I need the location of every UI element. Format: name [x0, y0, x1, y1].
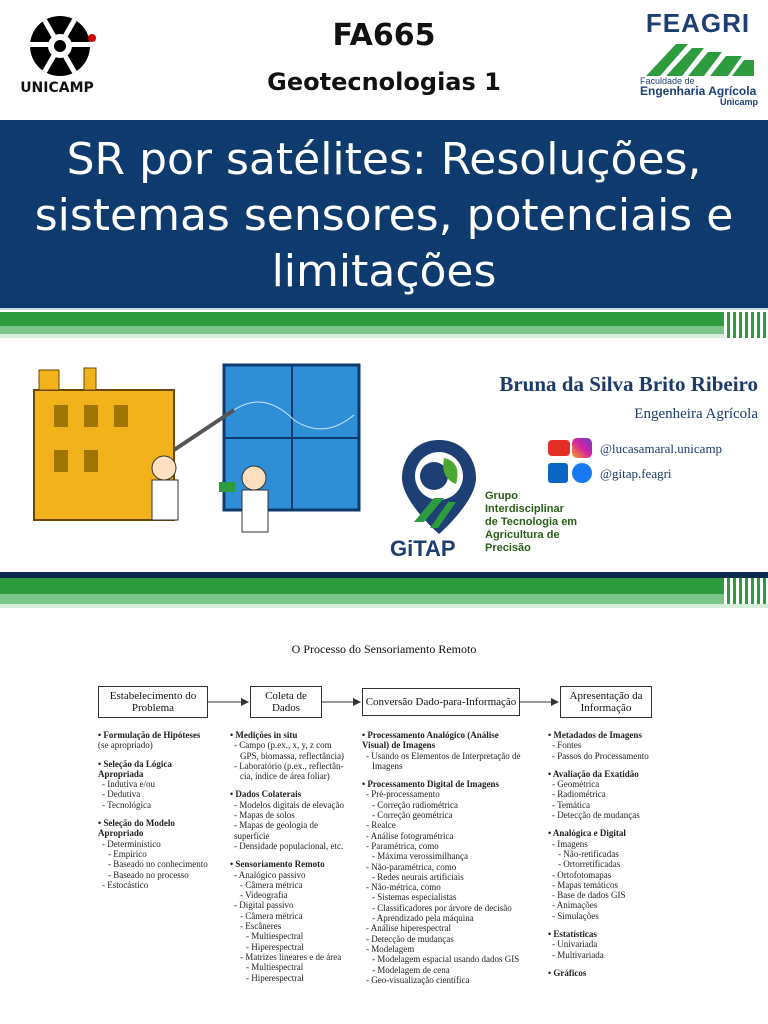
section-heading: • Dados Colaterais [230, 789, 302, 800]
feagri-sub-line3: Unicamp [719, 97, 758, 107]
gitap-pin-logo [394, 436, 484, 536]
feagri-sub-line2: Engenharia Agrícola [640, 84, 757, 98]
list-item: - Usando os Elementos de Interpretação de [366, 750, 521, 761]
spacer [230, 781, 358, 789]
list-item: - Análise hiperespectral [366, 923, 451, 934]
column-data-collection [230, 730, 358, 983]
list-item: - Laboratório (p.ex., reflectân- [234, 760, 344, 771]
course-code: FA665 [332, 18, 436, 53]
list-item: - Imagens [552, 838, 588, 849]
list-item: - Passos do Processamento [552, 750, 649, 761]
author-name: Bruna da Silva Brito Ribeiro [499, 372, 758, 396]
section-heading: • Formulação de Hipóteses [98, 730, 201, 740]
list-item: - Analógico passivo [234, 869, 306, 880]
spacer [548, 820, 666, 828]
list-item: - Matrizes lineares e de área [240, 951, 342, 962]
list-item: - Pré-processamento [366, 789, 440, 800]
list-item: GPS, biomassa, reflectância) [240, 750, 344, 761]
list-item: - Correção geométrica [372, 810, 453, 821]
list-item: - Mapas de geologia de [234, 820, 318, 831]
section-heading: • Medições in situ [230, 730, 298, 740]
list-item: - Ortofotomapas [552, 869, 612, 880]
box-data-conversion: Conversão Dado-para-Informação [362, 688, 520, 716]
pale-stripe [0, 334, 768, 338]
spacer [362, 771, 540, 779]
spacer [230, 851, 358, 859]
section-heading: • Sensoriamento Remoto [230, 859, 325, 870]
spacer [548, 761, 666, 769]
list-item: - Multiespectral [246, 962, 304, 973]
list-item: - Baseado no conhecimento [108, 859, 208, 870]
box-problem: Estabelecimento do Problema [98, 686, 208, 718]
feagri-field-icon [646, 40, 754, 76]
spacer [548, 960, 666, 968]
list-item: - Câmera métrica [240, 910, 303, 921]
list-item: Imagens [372, 760, 403, 771]
light-stripe [0, 326, 768, 334]
list-item: - Mapas de solos [234, 810, 295, 821]
section-heading: • Gráficos [548, 967, 587, 978]
list-item: - Hiperespectral [246, 941, 304, 952]
feagri-logo-subtitle [640, 76, 758, 107]
social-handle-1[interactable]: @lucasamaral.unicamp [600, 441, 723, 456]
list-item: - Radiométrica [552, 789, 606, 800]
list-item: - Não-métrica, como [366, 882, 441, 893]
list-item: - Multiespectral [246, 931, 304, 942]
gitap-group-name [485, 490, 577, 555]
spacer [98, 751, 226, 759]
stripe-end-bars [724, 312, 768, 338]
list-item: - Temática [552, 799, 590, 810]
list-item: - Análise fotogramétrica [366, 830, 454, 841]
spacer [548, 921, 666, 929]
column-data-conversion [362, 730, 540, 985]
gitap-line1: Grupo [485, 490, 518, 502]
gitap-line3: de Tecnologia em [485, 516, 578, 528]
list-item: superfície [234, 830, 270, 841]
list-item: - Aprendizado pela máquina [372, 913, 474, 924]
youtube-icon[interactable] [548, 440, 570, 456]
list-item: - Baseado no processo [108, 869, 189, 880]
unicamp-logo-text: UNICAMP [20, 80, 94, 96]
list-item: - Univariada [552, 939, 598, 950]
list-item: - Ortorretificadas [558, 859, 621, 870]
spacer [98, 810, 226, 818]
list-item: - Estocástico [102, 879, 149, 890]
column-problem [98, 730, 226, 890]
list-item: - Determinístico [102, 838, 161, 849]
section-heading: • Analógica e Digital [548, 828, 626, 839]
list-item: - Geo-visualização científica [366, 974, 470, 985]
list-item: - Sistemas especialistas [372, 892, 457, 903]
list-item: - Digital passivo [234, 900, 294, 911]
list-item: - Classificadores por árvore de decisão [372, 902, 512, 913]
list-item: - Correção radiométrica [372, 799, 458, 810]
author-role: Engenheira Agrícola [634, 406, 758, 422]
list-item: - Modelagem espacial usando dados GIS [372, 954, 520, 965]
list-item: - Detecção de mudanças [552, 810, 640, 821]
gitap-line4: Agricultura de [485, 529, 560, 541]
course-name: Geotecnologias 1 [267, 68, 501, 96]
list-item: - Empírico [108, 848, 147, 859]
gitap-line2: Interdisciplinar [485, 503, 564, 515]
list-item: - Não-paramétrica, como [366, 861, 457, 872]
band-end-bars [724, 578, 768, 604]
section-heading: Visual) de Imagens [362, 740, 436, 751]
list-item: - Tecnológica [102, 799, 151, 810]
slide-title-line1: SR por satélites: Resoluções, [66, 134, 702, 185]
column-presentation [548, 730, 666, 978]
list-item: - Dedutiva [102, 789, 141, 800]
section-heading: • Seleção do Modelo [98, 818, 175, 829]
diagram-arrows [0, 684, 768, 724]
slide-title-line3: limitações [271, 246, 497, 297]
satellite-cartoon-illustration [14, 350, 364, 540]
top-green-band [0, 578, 768, 594]
slide-title [30, 132, 738, 300]
slide-title-line2: sistemas sensores, potenciais e [34, 190, 734, 241]
section-heading: Apropriado [98, 828, 144, 839]
list-item: - Geométrica [552, 779, 600, 790]
list-item: - Escâneres [240, 921, 282, 932]
list-item: (se apropriado) [98, 740, 153, 751]
list-item: - Base de dados GIS [552, 890, 626, 901]
section-heading: • Processamento Digital de Imagens [362, 779, 499, 790]
section-heading: • Metadados de Imagens [548, 730, 642, 740]
social-handle-2[interactable]: @gitap.feagri [600, 466, 672, 481]
box-data-collection: Coleta de Dados [250, 686, 322, 718]
list-item: - Máxima verossimilhança [372, 851, 468, 862]
facebook-icon[interactable] [572, 463, 592, 483]
list-item: - Hiperespectral [246, 972, 304, 983]
gitap-line5: Precisão [485, 542, 531, 554]
list-item: - Modelos digitais de elevação [234, 799, 344, 810]
top-light-band [0, 594, 768, 604]
list-item: - Modelagem de cena [372, 964, 450, 975]
list-item: - Indutiva e/ou [102, 779, 155, 790]
list-item: - Modelagem [366, 943, 415, 954]
section-heading: • Processamento Analógico (Análise [362, 730, 499, 740]
list-item: cia, índice de área foliar) [240, 771, 330, 782]
list-item: - Não-retificadas [558, 848, 619, 859]
list-item: - Paramétrica, como [366, 840, 439, 851]
list-item: - Densidade populacional, etc. [234, 840, 344, 851]
gitap-logo-text: GiTAP [390, 536, 456, 561]
list-item: - Videografia [240, 890, 288, 901]
green-stripe [0, 312, 768, 326]
list-item: - Fontes [552, 740, 582, 751]
top-pale-band [0, 604, 768, 608]
section-heading: • Avaliação da Exatidão [548, 768, 639, 779]
box-presentation: Apresentação da Informação [560, 686, 652, 718]
list-item: - Mapas temáticos [552, 879, 618, 890]
list-item: - Redes neurais artificiais [372, 871, 464, 882]
feagri-logo-title: FEAGRI [645, 8, 751, 38]
section-heading: • Estatísticas [548, 929, 597, 940]
instagram-icon[interactable] [572, 438, 592, 458]
section-heading: • Seleção da Lógica [98, 758, 172, 769]
feagri-sub-line1: Faculdade de [640, 76, 695, 86]
list-item: - Animações [552, 900, 598, 911]
linkedin-icon[interactable] [548, 463, 568, 483]
section-heading: Apropriada [98, 768, 144, 779]
list-item: - Campo (p.ex., x, y, z com [234, 740, 332, 751]
list-item: - Simulações [552, 910, 599, 921]
diagram-title: O Processo do Sensoriamento Remoto [291, 642, 477, 656]
list-item: - Detecção de mudanças [366, 933, 454, 944]
list-item: - Realce [366, 820, 396, 831]
list-item: - Multivariada [552, 949, 604, 960]
list-item: - Câmera métrica [240, 879, 303, 890]
